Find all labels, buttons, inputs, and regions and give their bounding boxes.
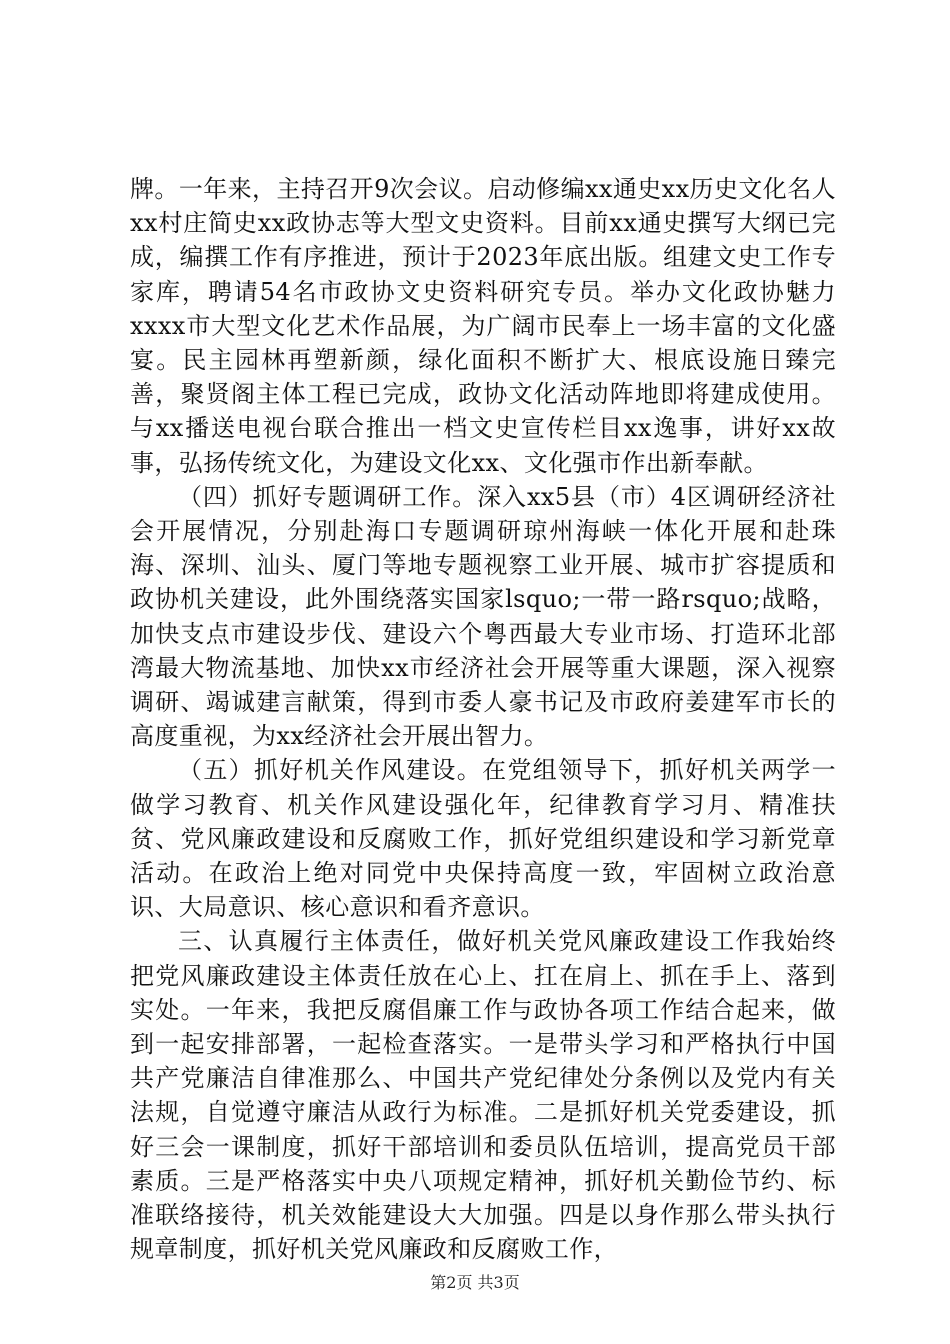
- paragraph-responsibility: 三、认真履行主体责任，做好机关党风廉政建设工作我始终把党风廉政建设主体责任放在心上、扛在肩上、抓在手上、落到实处。一年来，我把反腐倡廉工作与政协各项工作结合起来，做到一起安排部署，一起检查落实。一是带头学习和严格执行中国共产党廉洁自律准那么、中国共产党纪律处分条例以及党内有关法规，自觉遵守廉洁从政行为标准。二是抓好机关党委建设，抓好三会一课制度，抓好干部培训和委员队伍培训，提高党员干部素质。三是严格落实中央八项规定精神，抓好机关勤俭节约、标准联络接待，机关效能建设大大加强。四是以身作那么带头执行规章制度，抓好机关党风廉政和反腐败工作，: [130, 927, 836, 1264]
- document-body: [130, 172, 836, 1267]
- paragraph-continuation: 牌。一年来，主持召开9次会议。启动修编xx通史xx历史文化名人xx村庄简史xx政协志等大型文史资料。目前xx通史撰写大纲已完成，编撰工作有序推进，预计于2023年底出版。组建文史工作专家库，聘请54名市政协文史资料研究专员。举办文化政协魅力xxxx市大型文化艺术作品展，为广阔市民奉上一场丰富的文化盛宴。民主园林再塑新颜，绿化面积不断扩大、根底设施日臻完善，聚贤阁主体工程已完成，政协文化活动阵地即将建成使用。与xx播送电视台联合推出一档文史宣传栏目xx逸事，讲好xx故事，弘扬传统文化，为建设文化xx、文化强市作出新奉献。: [130, 175, 836, 477]
- page-number-footer: 第2页 共3页: [430, 1273, 520, 1292]
- paragraph-research: （四）抓好专题调研工作。深入xx5县（市）4区调研经济社会开展情况，分别赴海口专题调研琼州海峡一体化开展和赴珠海、深圳、汕头、厦门等地专题视察工业开展、城市扩容提质和政协机关建设，此外围绕落实国家lsquo;一带一路rsquo;战略，加快支点市建设步伐、建设六个粤西最大专业市场、打造环北部湾最大物流基地、加快xx市经济社会开展等重大课题，深入视察调研、竭诚建言献策，得到市委人豪书记及市政府姜建军市长的高度重视，为xx经济社会开展出智力。: [130, 482, 836, 751]
- paragraph-work-style: （五）抓好机关作风建设。在党组领导下，抓好机关两学一做学习教育、机关作风建设强化年，纪律教育学习月、精准扶贫、党风廉政建设和反腐败工作，抓好党组织建设和学习新党章活动。在政治上绝对同党中央保持高度一致，牢固树立政治意识、大局意识、核心意识和看齐意识。: [130, 756, 836, 922]
